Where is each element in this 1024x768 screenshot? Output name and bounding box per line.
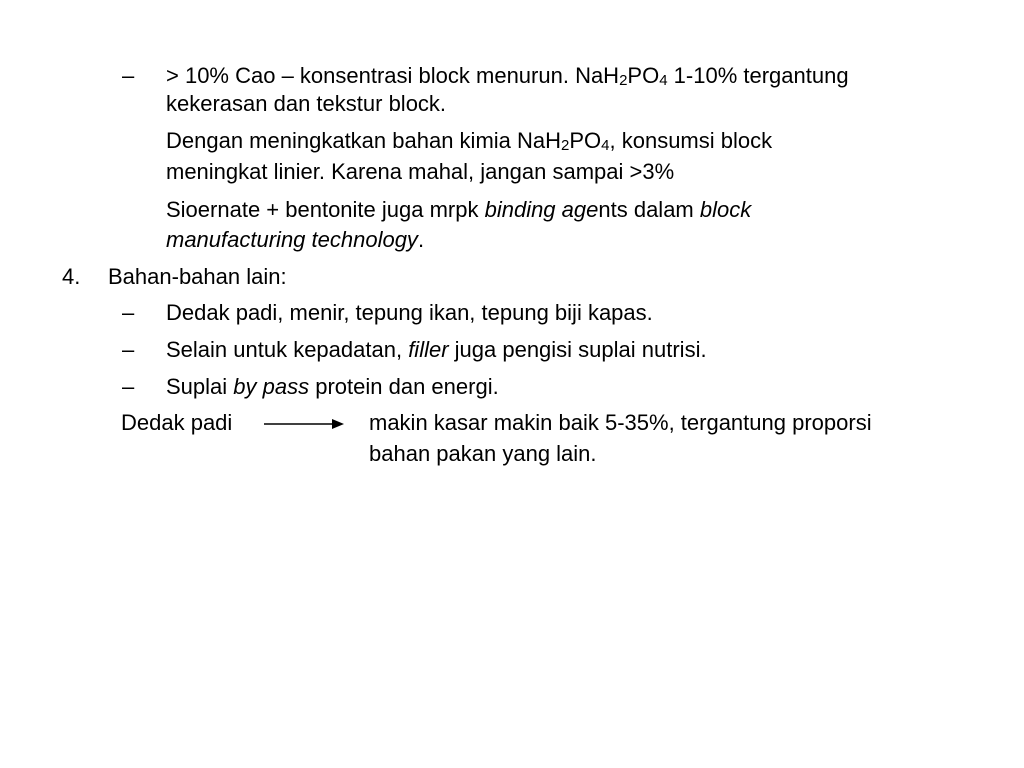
bullet-1-line-2: kekerasan dan tekstur block. xyxy=(166,91,447,116)
arrow-head-icon xyxy=(332,419,344,429)
para-2-line-2: manufacturing technology. xyxy=(166,227,425,252)
arrow-right-icon xyxy=(264,423,342,425)
bullet-dash: – xyxy=(122,300,135,325)
bullet-dash: – xyxy=(122,63,135,88)
sub-bullet-2-text: Selain untuk kepadatan, filler juga pengisi suplai nutrisi. xyxy=(166,337,707,362)
dedak-desc-line-2: bahan pakan yang lain. xyxy=(369,441,597,466)
dedak-label: Dedak padi xyxy=(121,410,233,435)
bullet-1-line-1: > 10% Cao – konsentrasi block menurun. NaH2PO4 1-10% tergantung xyxy=(166,63,849,89)
sub-bullet-1-text: Dedak padi, menir, tepung ikan, tepung biji kapas. xyxy=(166,300,653,325)
para-1-line-1: Dengan meningkatkan bahan kimia NaH2PO4, konsumsi block xyxy=(166,128,773,154)
para-1-line-2: meningkat linier. Karena mahal, jangan sampai >3% xyxy=(166,159,675,184)
sub-bullet-3-text: Suplai by pass protein dan energi. xyxy=(166,374,499,399)
para-2-line-1: Sioernate + bentonite juga mrpk binding agents dalam block xyxy=(166,197,752,222)
dedak-desc-line-1: makin kasar makin baik 5-35%, tergantung proporsi xyxy=(369,410,872,435)
bullet-dash: – xyxy=(122,374,135,399)
bullet-dash: – xyxy=(122,337,135,362)
item-4-label: Bahan-bahan lain: xyxy=(108,264,287,289)
item-number: 4. xyxy=(62,264,81,289)
